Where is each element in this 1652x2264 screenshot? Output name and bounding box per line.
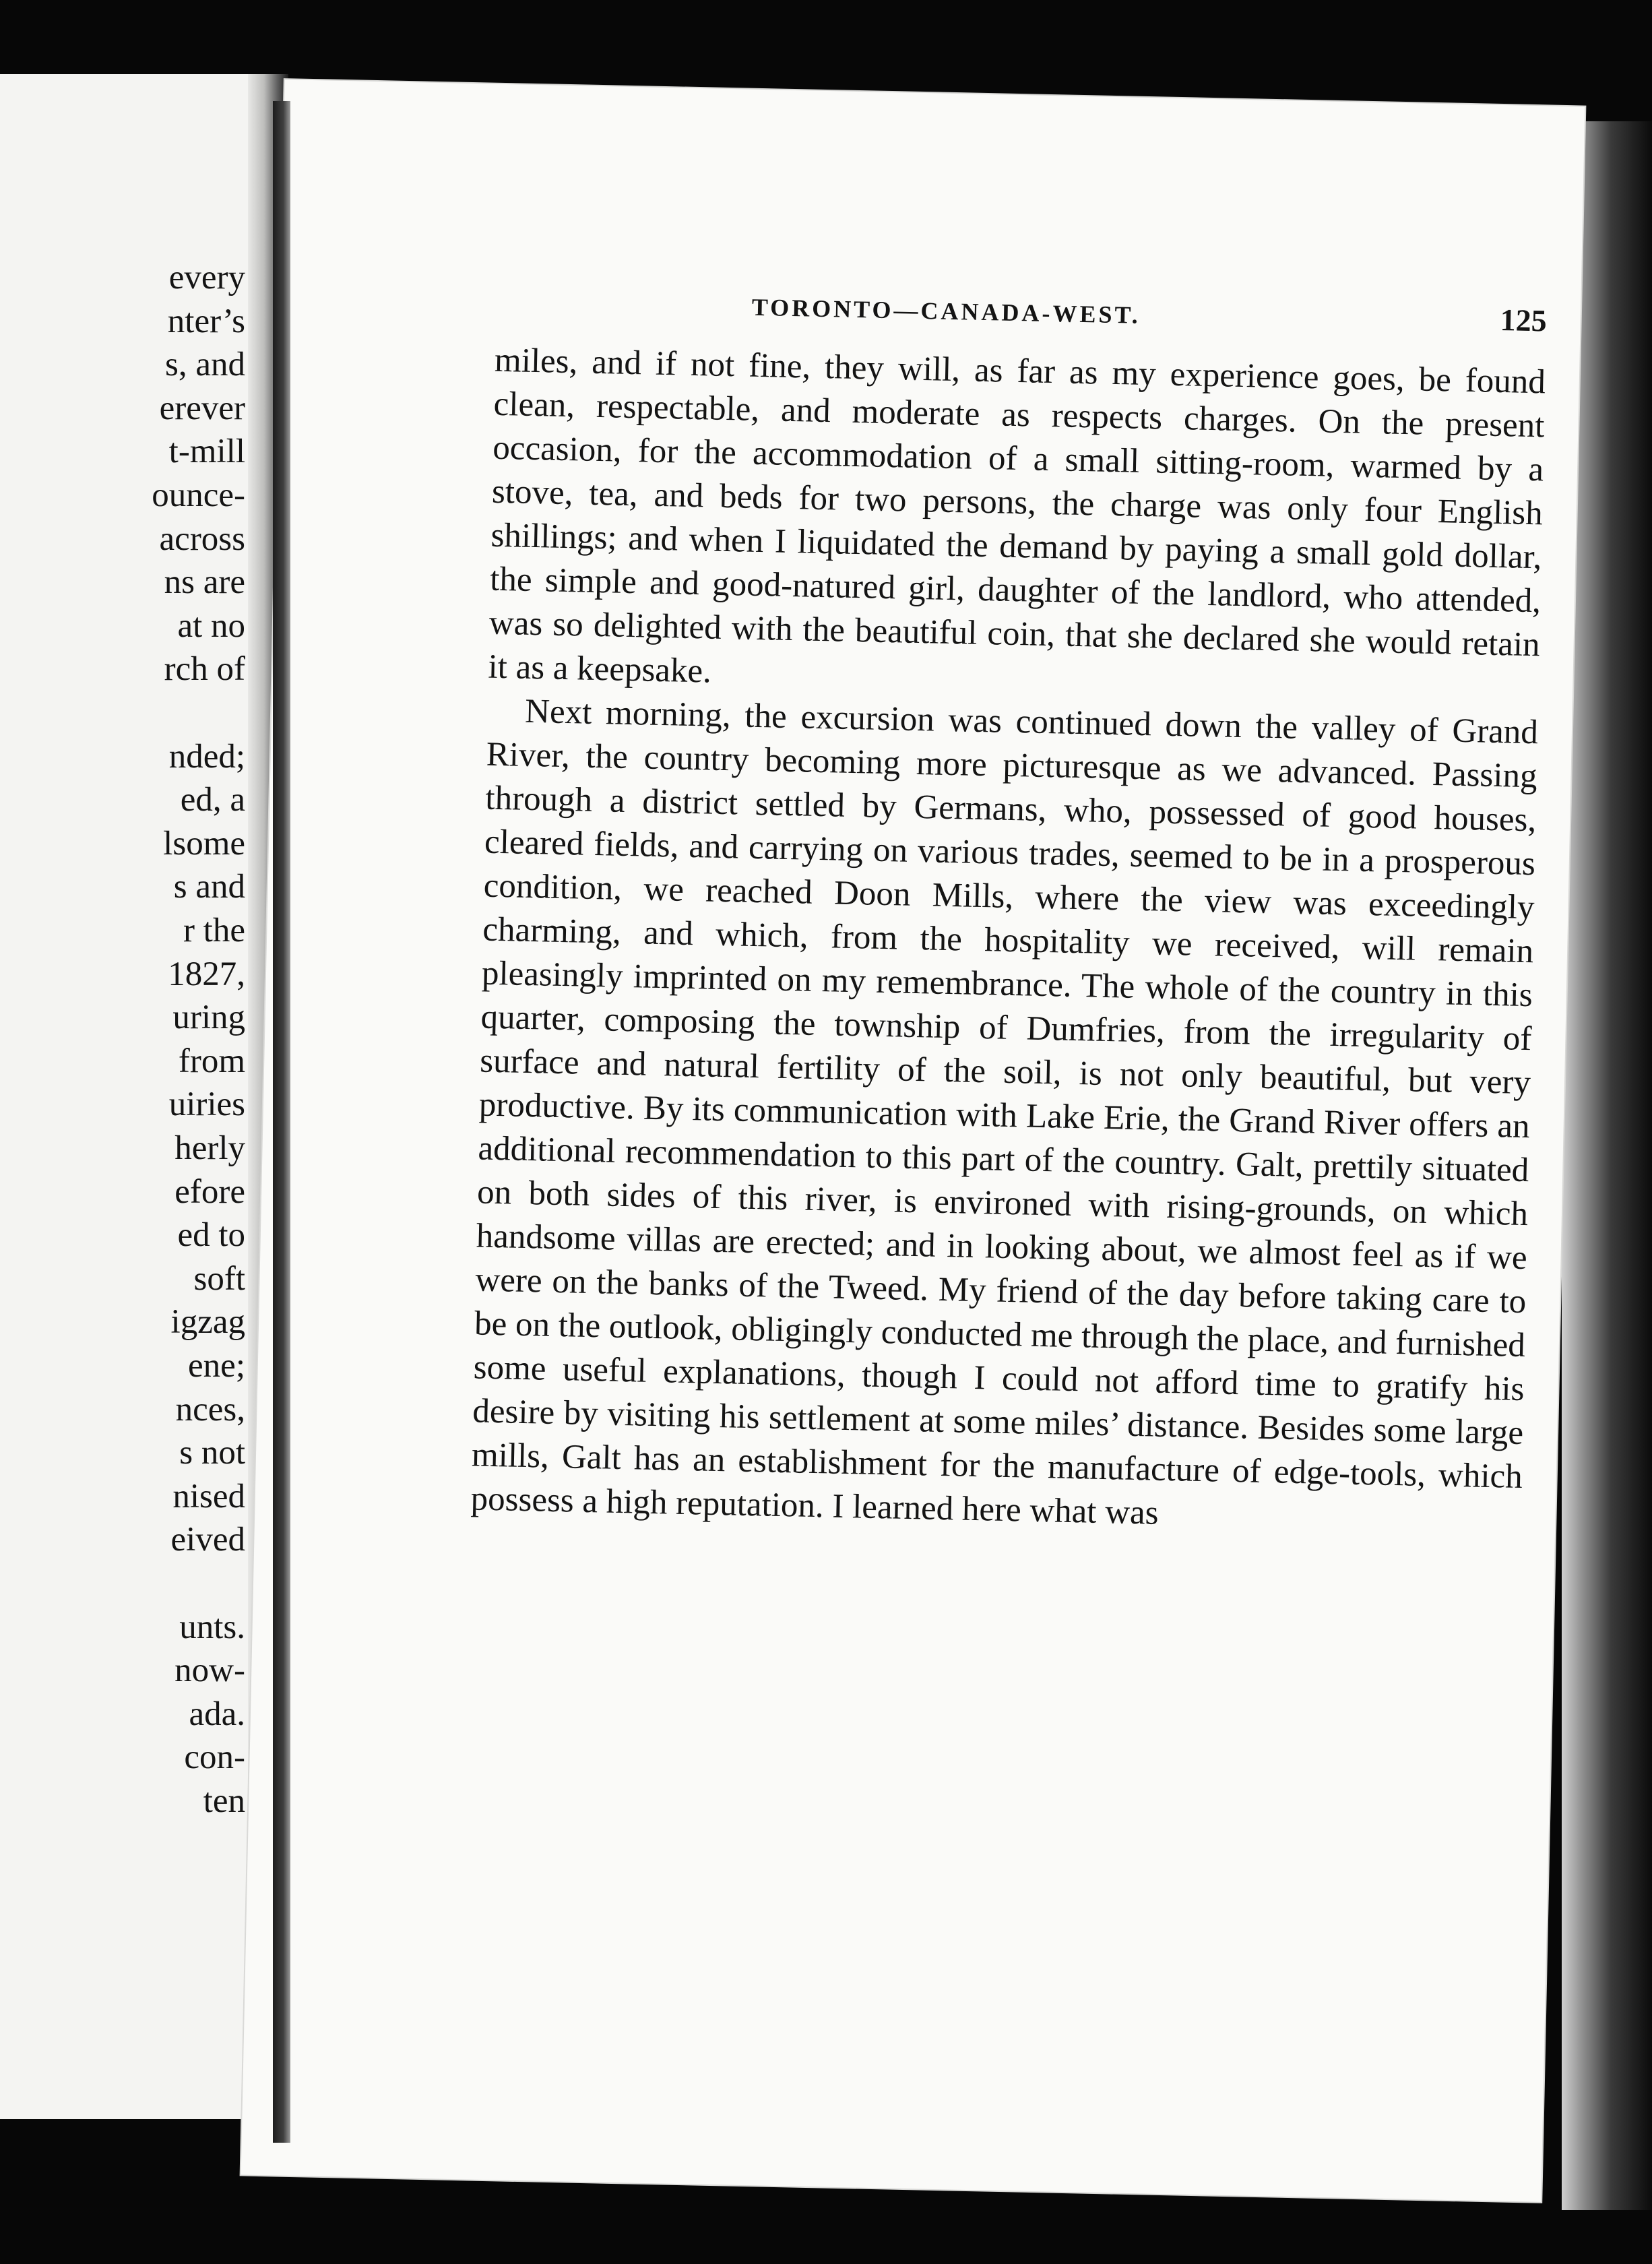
left-page-line: across: [159, 520, 245, 558]
running-head: TORONTO—CANADA-WEST.: [751, 293, 1141, 329]
left-page-line: erever: [159, 389, 245, 427]
left-page-line: s not: [179, 1434, 245, 1472]
left-page-line: t-mill: [168, 433, 245, 471]
left-page-line: ed, a: [180, 781, 245, 819]
left-page-line: soft: [193, 1259, 245, 1298]
left-page-line: ada.: [189, 1695, 245, 1733]
book-spine: [273, 101, 290, 2143]
left-page-line: ed to: [177, 1216, 245, 1255]
left-page-line: at no: [177, 606, 245, 645]
left-page-line: nter’s: [167, 302, 245, 340]
left-page-line: every: [168, 259, 245, 296]
left-page-line: s and: [173, 868, 245, 906]
left-page-line: from: [178, 1042, 245, 1080]
left-page-line: herly: [174, 1129, 245, 1167]
left-page-line: uring: [172, 999, 245, 1037]
left-page-line: con-: [184, 1738, 245, 1777]
left-page-line: lsome: [163, 824, 245, 862]
left-page-line: ounce-: [152, 476, 245, 514]
left-page-line: unts.: [179, 1608, 245, 1646]
left-page-line: s, and: [165, 346, 245, 384]
left-page-line: ene;: [188, 1347, 245, 1385]
page-number: 125: [1500, 302, 1548, 338]
left-page-line: nised: [172, 1477, 245, 1515]
left-page-line: ten: [203, 1782, 245, 1820]
paragraph: miles, and if not fine, they will, as far as my experience goes, be found clean, respectable, and moderate as respects charges. On the present occasion, for the accommodation of a small sitting-room, warmed by a stove, tea, and beds for two persons, the charge was only four English shillings; and when I liquidated the demand by paying a small gold dollar, the simple and good-natured girl, daughter of the landlord, who attended, was so delighted with the beautiful coin, that she declared she would retain it as a keepsake.: [488, 341, 1546, 691]
left-page-line: uiries: [168, 1086, 245, 1124]
left-page-line: eived: [170, 1521, 245, 1559]
left-page-line: now-: [174, 1652, 245, 1690]
page-body: [470, 339, 1546, 1543]
left-page-line: r the: [183, 912, 245, 949]
left-page-line: efore: [174, 1172, 245, 1211]
left-page-line: 1827,: [168, 955, 245, 993]
book-page: [241, 80, 1585, 2202]
left-page-line: nces,: [175, 1390, 245, 1428]
paragraph: Next morning, the excursion was continued down the valley of Grand River, the country becoming more picturesque as we advanced. Passing through a district settled by Germans, who, possessed of good houses, cleared fields, and carrying on various trades, seemed to be in a prosperous condition, we reached Doon Mills, where the view was exceedingly charming, and which, from the hospitality we received, will remain pleasingly imprinted on my remembrance. The whole of the country in this quarter, composing the township of Dumfries, from the irregularity of surface and natural fertility of the soil, is not only beautiful, but very productive. By its communication with Lake Erie, the Grand River offers an additional recommendation to this part of the country. Galt, prettily situated on both sides of this river, is environed with rising-grounds, on which handsome villas are erected; and in looking about, we almost feel as if we were on the banks of the Tweed. My friend of the day before taking care to be on the outlook, obligingly conducted me through the place, and furnished some useful explanations, though I could not afford time to gratify his desire by visiting his settlement at some miles’ distance. Besides some large mills, Galt has an establishment for the manufacture of edge-tools, which possess a high reputation. I learned here what was: [470, 692, 1539, 1532]
left-page-line: igzag: [170, 1303, 245, 1342]
left-page-fragment: [0, 74, 283, 2119]
left-page-line: rch of: [164, 650, 245, 689]
left-page-line: ns are: [164, 563, 245, 602]
left-page-line: nded;: [168, 737, 245, 776]
